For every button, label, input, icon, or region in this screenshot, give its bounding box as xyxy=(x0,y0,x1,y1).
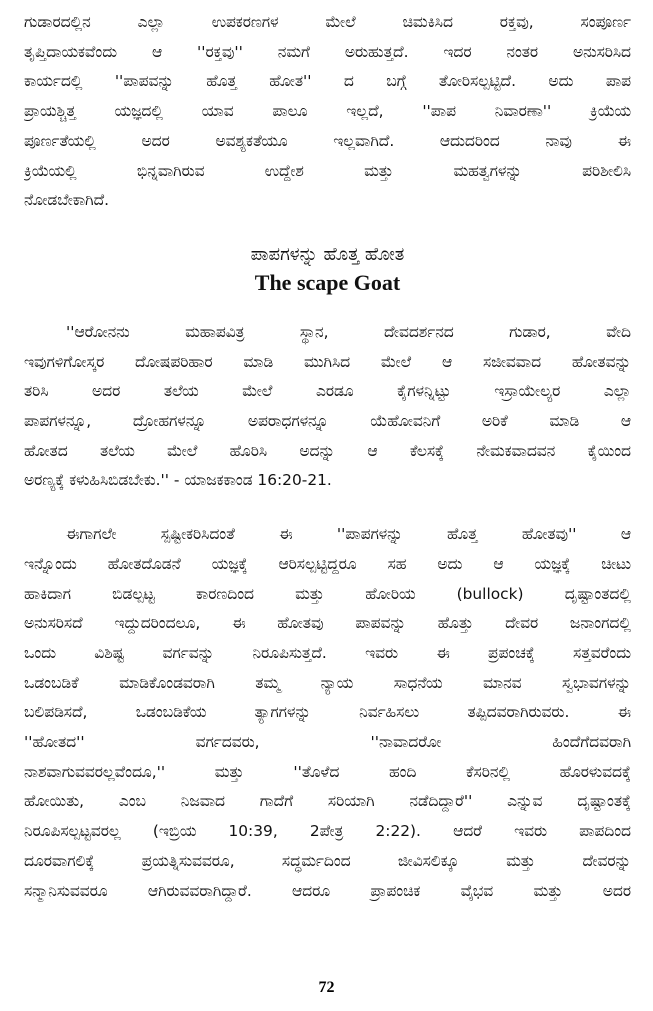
text-line: ಅರಣ್ಯಕ್ಕೆ ಕಳುಹಿಸಿಬಿಡಬೇಕು.'' - ಯಾಜಕಕಾಂಡ 16:20-21. xyxy=(24,471,332,490)
text-line: ಹಾಕಿದಾಗ ಬಿಡಲ್ಪಟ್ಟ ಕಾರಣದಿಂದ ಮತ್ತು ಹೋರಿಯ (bullock) ದೃಷ್ಟಾಂತದಲ್ಲಿ xyxy=(24,584,631,603)
paragraph-leviticus-quote xyxy=(24,318,631,496)
text-line: ತೃಪ್ತಿದಾಯಕವೆಂದು ಆ ''ರಕ್ತವು'' ನಮಗೆ ಅರುಹುತ್ತದೆ. ಇದರ ನಂತರ ಅನುಸರಿಸಿದ xyxy=(24,42,631,61)
text-line: ತರಿಸಿ ಅದರ ತಲೆಯ ಮೇಲೆ ಎರಡೂ ಕೈಗಳನ್ನಿಟ್ಟು ಇಸ್ರಾಯೇಲ್ಯರ ಎಲ್ಲಾ xyxy=(24,382,631,401)
text-line: ಅನುಸರಿಸದೆ ಇದ್ದುದರಿಂದಲೂ, ಈ ಹೋತವು ಪಾಪವನ್ನು ಹೊತ್ತು ದೇವರ ಜನಾಂಗದಲ್ಲಿ xyxy=(24,614,631,633)
text-line: ಬಲಿಪಡಿಸದೆ, ಒಡಂಬಡಿಕೆಯ ತ್ಯಾಗಗಳನ್ನು ನಿರ್ವಹಿಸಲು ತಪ್ಪಿದವರಾಗಿರುವರು. ಈ xyxy=(24,703,631,722)
page-number: 72 xyxy=(318,979,335,996)
text-line: ನಾಶವಾಗುವವರಲ್ಲವೆಂದೂ,'' ಮತ್ತು ''ತೊಳೆದ ಹಂದಿ ಕೆಸರಿನಲ್ಲಿ ಹೊರಳುವದಕ್ಕೆ xyxy=(24,762,631,781)
text-line: ನೋಡಬೇಕಾಗಿದೆ. xyxy=(24,191,110,210)
text-line: ಕ್ರಿಯೆಯಲ್ಲಿ ಭಿನ್ನವಾಗಿರುವ ಉದ್ದೇಶ ಮತ್ತು ಮಹತ್ವಗಳನ್ನು ಪರಿಶೀಲಿಸಿ xyxy=(24,161,631,180)
text-line: ಇನ್ನೊಂದು ಹೋತದೊಡನೆ ಯಜ್ಞಕ್ಕೆ ಆರಿಸಲ್ಪಟ್ಟಿದ್ದರೂ ಸಹ ಅದು ಆ ಯಜ್ಞಕ್ಕೆ ಚೀಟು xyxy=(24,554,631,573)
text-line: ದೂರವಾಗಲಿಕ್ಕೆ ಪ್ರಯತ್ನಿಸುವವರೂ, ಸದ್ಧರ್ಮದಿಂದ ಜೀವಿಸಲಿಕ್ಕೂ ಮತ್ತು ದೇವರನ್ನು xyxy=(24,851,631,870)
text-line: ಪೂರ್ಣತೆಯಲ್ಲಿ ಅದರ ಅವಶ್ಯಕತೆಯೂ ಇಲ್ಲವಾಗಿದೆ. ಆದುದರಿಂದ ನಾವು ಈ xyxy=(24,131,631,150)
section-title-english: The scape Goat xyxy=(254,269,401,295)
text-line: ಒಡಂಬಡಿಕೆ ಮಾಡಿಕೊಂಡವರಾಗಿ ತಮ್ಮ ನ್ಯಾಯ ಸಾಧನೆಯ ಮಾನವ ಸ್ವಭಾವಗಳನ್ನು xyxy=(24,673,631,692)
text-line: ಪ್ರಾಯಶ್ಚಿತ್ತ ಯಜ್ಞದಲ್ಲಿ ಯಾವ ಪಾಲೂ ಇಲ್ಲದೆ, ''ಪಾಪ ನಿವಾರಣಾ'' ಕ್ರಿಯೆಯ xyxy=(24,102,631,121)
text-line: ಕಾರ್ಯದಲ್ಲಿ ''ಪಾಪವನ್ನು ಹೊತ್ತ ಹೋತ'' ದ ಬಗ್ಗೆ ತೋರಿಸಲ್ಪಟ್ಟಿದೆ. ಅದು ಪಾಪ xyxy=(24,72,631,91)
text-line: ಇವುಗಳಿಗೋಸ್ಕರ ದೋಷಪರಿಹಾರ ಮಾಡಿ ಮುಗಿಸಿದ ಮೇಲೆ ಆ ಸಜೀವವಾದ ಹೋತವನ್ನು xyxy=(24,352,631,371)
text-line: ''ಆರೋನನು ಮಹಾಪವಿತ್ರ ಸ್ಥಾನ, ದೇವದರ್ಶನದ ಗುಡಾರ, ವೇದಿ xyxy=(66,322,631,341)
paragraph-gap xyxy=(24,496,631,520)
section-title-kannada: ಪಾಪಗಳನ್ನು ಹೊತ್ತ ಹೋತ xyxy=(250,243,405,265)
text-line: ಈಗಾಗಲೇ ಸ್ಪಷ್ಟೀಕರಿಸಿದಂತೆ ಈ ''ಪಾಪಗಳನ್ನು ಹೊತ್ತ ಹೋತವು'' ಆ xyxy=(66,525,631,544)
text-line: ಸನ್ಮಾನಿಸುವವರೂ ಆಗಿರುವವರಾಗಿದ್ದಾರೆ. ಆದರೂ ಪ್ರಾಪಂಚಿಕ ವೈಭವ ಮತ್ತು ಅದರ xyxy=(24,881,631,900)
text-line: ನಿರೂಪಿಸಲ್ಪಟ್ಟವರಲ್ಲ (ಇಬ್ರಿಯ 10:39, 2ಪೇತ್ರ 2:22). ಆದರೆ ಇವರು ಪಾಪದಿಂದ xyxy=(24,822,631,841)
text-line: ಪಾಪಗಳನ್ನೂ, ದ್ರೋಹಗಳನ್ನೂ ಅಪರಾಧಗಳನ್ನೂ ಯೆಹೋವನಿಗೆ ಅರಿಕೆ ಮಾಡಿ ಆ xyxy=(24,412,631,431)
text-line: ಒಂದು ವಿಶಿಷ್ಟ ವರ್ಗವನ್ನು ನಿರೂಪಿಸುತ್ತದೆ. ಇವರು ಈ ಪ್ರಪಂಚಕ್ಕೆ ಸತ್ತವರೆಂದು xyxy=(24,643,631,662)
text-line: ಗುಡಾರದಲ್ಲಿನ ಎಲ್ಲಾ ಉಪಕರಣಗಳ ಮೇಲೆ ಚಿಮಕಿಸಿದ ರಕ್ತವು, ಸಂಪೂರ್ಣ xyxy=(24,13,631,31)
paragraph-scapegoat-class xyxy=(24,520,631,906)
paragraph-tabernacle-blood xyxy=(24,8,631,216)
text-line: ಹೋಯಿತು, ಎಂಬ ನಿಜವಾದ ಗಾದೆಗೆ ಸರಿಯಾಗಿ ನಡೆದಿದ್ದಾರೆ'' ಎನ್ನುವ ದೃಷ್ಟಾಂತಕ್ಕೆ xyxy=(24,792,631,811)
text-line: ಹೋತದ ತಲೆಯ ಮೇಲೆ ಹೊರಿಸಿ ಅದನ್ನು ಆ ಕೆಲಸಕ್ಕೆ ನೇಮಕವಾದವನ ಕೈಯಿಂದ xyxy=(24,441,631,460)
text-line: ''ಹೋತದ'' ವರ್ಗದವರು, ''ನಾವಾದರೋ ಹಿಂದೆಗೆದವರಾಗಿ xyxy=(24,733,631,752)
